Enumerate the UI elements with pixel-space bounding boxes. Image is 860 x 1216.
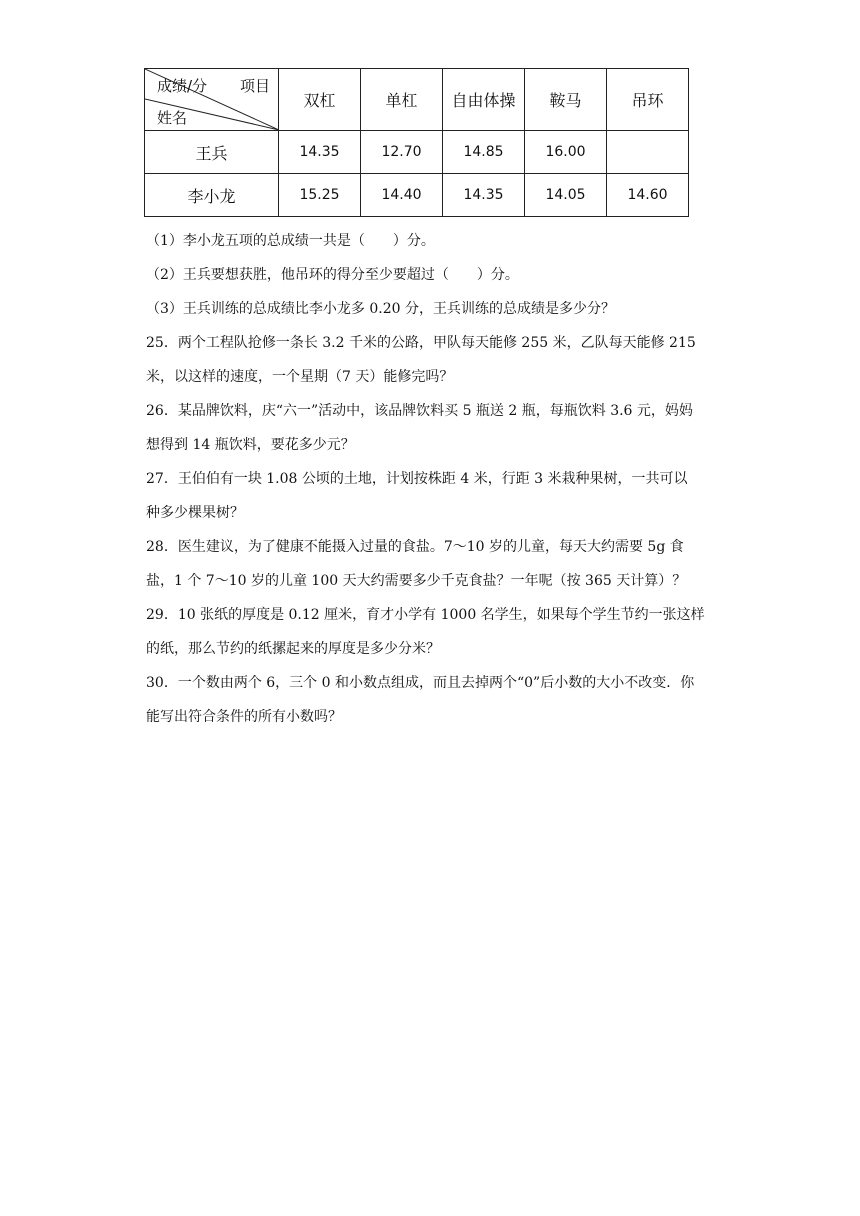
score-cell: 14.35 bbox=[279, 131, 361, 174]
score-table bbox=[144, 68, 689, 217]
table-row bbox=[145, 174, 689, 217]
event-header-horizontal-bar: 单杠 bbox=[361, 69, 443, 131]
question-25-line-2: 米，以这样的速度，一个星期（7 天）能修完吗？ bbox=[146, 369, 454, 385]
question-26-line-2: 想得到 14 瓶饮料，要花多少元？ bbox=[146, 437, 355, 453]
score-cell: 15.25 bbox=[279, 174, 361, 217]
athlete-name-cell: 王兵 bbox=[145, 131, 279, 174]
score-cell: 12.70 bbox=[361, 131, 443, 174]
diagonal-header-cell bbox=[145, 69, 279, 131]
score-cell: 16.00 bbox=[525, 131, 607, 174]
score-cell: 14.40 bbox=[361, 174, 443, 217]
score-cell: 14.05 bbox=[525, 174, 607, 217]
event-header-floor-exercise: 自由体操 bbox=[443, 69, 525, 131]
score-unit-label: 成绩/分 bbox=[157, 77, 208, 95]
question-29-line-1: 29．10 张纸的厚度是 0.12 厘米，育才小学有 1000 名学生，如果每个学生节约一张这样 bbox=[146, 607, 705, 623]
score-cell: 14.85 bbox=[443, 131, 525, 174]
question-27-line-2: 种多少棵果树？ bbox=[146, 505, 244, 521]
score-cell: 14.60 bbox=[607, 174, 689, 217]
score-cell: 14.35 bbox=[443, 174, 525, 217]
event-header-label: 项目 bbox=[239, 77, 270, 95]
event-header-pommel-horse: 鞍马 bbox=[525, 69, 607, 131]
question-28-line-1: 28．医生建议，为了健康不能摄入过量的食盐。7～10 岁的儿童，每天大约需要 5g 食 bbox=[146, 539, 684, 555]
table-header-row bbox=[145, 69, 689, 131]
question-27-line-1: 27．王伯伯有一块 1.08 公顷的土地，计划按株距 4 米，行距 3 米栽种果树，一共可以 bbox=[146, 471, 688, 487]
question-29-line-2: 的纸，那么节约的纸摞起来的厚度是多少分米？ bbox=[146, 641, 440, 657]
question-26-line-1: 26．某品牌饮料，庆“六一”活动中，该品牌饮料买 5 瓶送 2 瓶，每瓶饮料 3.6 元，妈妈 bbox=[146, 403, 693, 419]
subquestion-1: （1）李小龙五项的总成绩一共是（ ）分。 bbox=[146, 233, 435, 249]
question-30-line-1: 30．一个数由两个 6，三个 0 和小数点组成，而且去掉两个“0”后小数的大小不改变．你 bbox=[146, 675, 695, 691]
name-header-label: 姓名 bbox=[157, 109, 188, 127]
question-28-line-2: 盐，1 个 7～10 岁的儿童 100 天大约需要多少千克食盐？一年呢（按 365 天计算）？ bbox=[146, 573, 687, 589]
event-header-rings: 吊环 bbox=[607, 69, 689, 131]
score-cell-empty bbox=[607, 131, 689, 174]
question-25-line-1: 25．两个工程队抢修一条长 3.2 千米的公路，甲队每天能修 255 米，乙队每天能修 215 bbox=[146, 335, 696, 351]
event-header-parallel-bars: 双杠 bbox=[279, 69, 361, 131]
question-30-line-2: 能写出符合条件的所有小数吗？ bbox=[146, 709, 342, 725]
subquestion-3: （3）王兵训练的总成绩比李小龙多 0.20 分，王兵训练的总成绩是多少分？ bbox=[146, 301, 615, 317]
athlete-name-cell: 李小龙 bbox=[145, 174, 279, 217]
subquestion-2: （2）王兵要想获胜，他吊环的得分至少要超过（ ）分。 bbox=[146, 267, 519, 283]
table-row bbox=[145, 131, 689, 174]
question-text bbox=[146, 224, 726, 734]
